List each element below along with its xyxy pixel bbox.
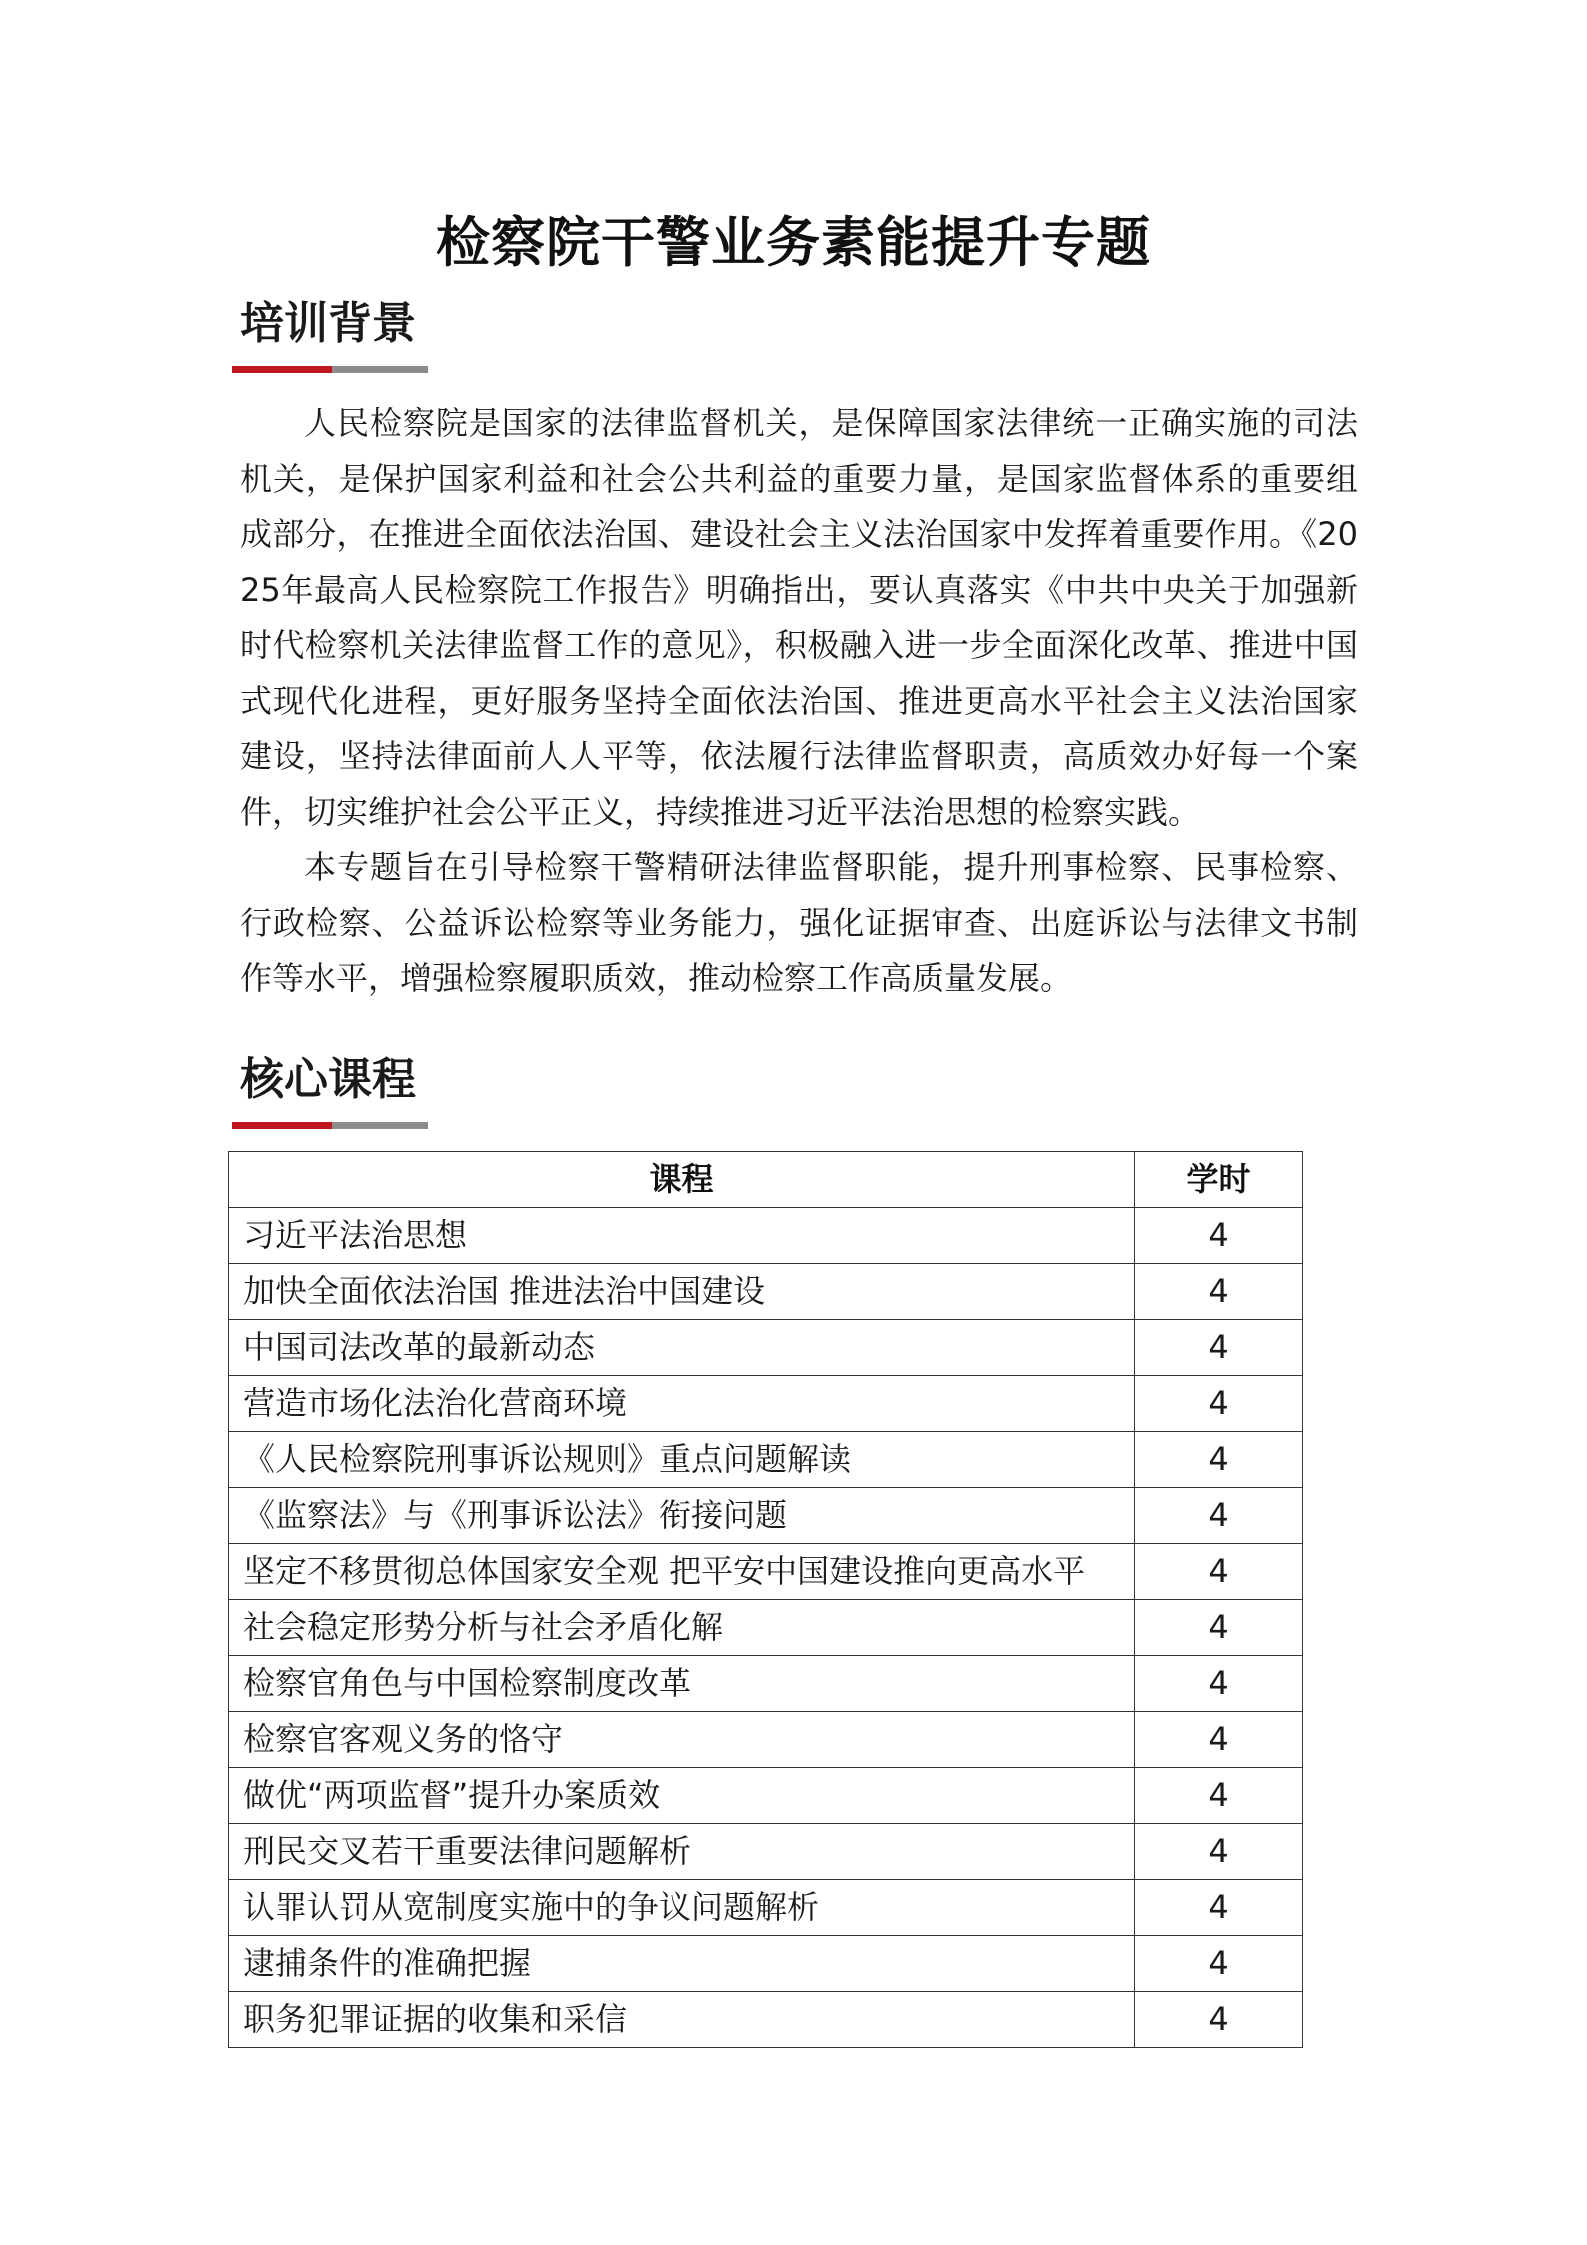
- section-heading-background: 培训背景: [240, 298, 416, 349]
- course-name-cell: 营造市场化法治化营商环境: [229, 1376, 1135, 1432]
- course-name-cell: 逮捕条件的准确把握: [229, 1936, 1135, 1992]
- course-name-cell: 加快全面依法治国 推进法治中国建设: [229, 1264, 1135, 1320]
- table-header-row: [229, 1152, 1303, 1208]
- course-name-cell: 认罪认罚从宽制度实施中的争议问题解析: [229, 1880, 1135, 1936]
- course-name-cell: 《监察法》与《刑事诉讼法》衔接问题: [229, 1488, 1135, 1544]
- course-name-cell: 检察官角色与中国检察制度改革: [229, 1656, 1135, 1712]
- table-row: [229, 1544, 1303, 1600]
- table-row: [229, 1936, 1303, 1992]
- table-row: [229, 1320, 1303, 1376]
- course-hours-cell: 4: [1135, 1488, 1303, 1544]
- course-hours-cell: 4: [1135, 1768, 1303, 1824]
- course-name-cell: 中国司法改革的最新动态: [229, 1320, 1135, 1376]
- table-row: [229, 1600, 1303, 1656]
- section-heading-courses: 核心课程: [240, 1054, 416, 1105]
- course-hours-cell: 4: [1135, 1376, 1303, 1432]
- course-hours-cell: 4: [1135, 1880, 1303, 1936]
- course-hours-cell: 4: [1135, 1600, 1303, 1656]
- background-paragraph-2: 本专题旨在引导检察干警精研法律监督职能，提升刑事检察、民事检察、行政检察、公益诉讼检察等业务能力，强化证据审查、出庭诉讼与法律文书制作等水平，增强检察履职质效，推动检察工作高质量发展。: [240, 848, 1358, 997]
- table-row: [229, 1432, 1303, 1488]
- background-paragraph-1: 人民检察院是国家的法律监督机关，是保障国家法律统一正确实施的司法机关，是保护国家利益和社会公共利益的重要力量，是国家监督体系的重要组成部分，在推进全面依法治国、建设社会主义法治国家中发挥着重要作用。《2025年最高人民检察院工作报告》明确指出，要认真落实《中共中央关于加强新时代检察机关法律监督工作的意见》，积极融入进一步全面深化改革、推进中国式现代化进程，更好服务坚持全面依法治国、推进更高水平社会主义法治国家建设，坚持法律面前人人平等，依法履行法律监督职责，高质效办好每一个案件，切实维护社会公平正义，持续推进习近平法治思想的检察实践。: [240, 404, 1358, 831]
- course-name-cell: 职务犯罪证据的收集和采信: [229, 1992, 1135, 2048]
- course-name-cell: 检察官客观义务的恪守: [229, 1712, 1135, 1768]
- course-hours-cell: 4: [1135, 1824, 1303, 1880]
- course-hours-cell: 4: [1135, 1712, 1303, 1768]
- course-hours-cell: 4: [1135, 1208, 1303, 1264]
- underline-gray-segment: [332, 1122, 428, 1129]
- course-hours-cell: 4: [1135, 1992, 1303, 2048]
- course-hours-cell: 4: [1135, 1544, 1303, 1600]
- course-name-cell: 社会稳定形势分析与社会矛盾化解: [229, 1600, 1135, 1656]
- table-row: [229, 1712, 1303, 1768]
- table-row: [229, 1656, 1303, 1712]
- course-name-cell: 坚定不移贯彻总体国家安全观 把平安中国建设推向更高水平: [229, 1544, 1135, 1600]
- underline-gray-segment: [332, 366, 428, 373]
- course-hours-cell: 4: [1135, 1656, 1303, 1712]
- page-title: 检察院干警业务素能提升专题: [436, 211, 1151, 274]
- course-hours-cell: 4: [1135, 1320, 1303, 1376]
- table-row: [229, 1824, 1303, 1880]
- underline-red-segment: [232, 1122, 332, 1129]
- table-row: [229, 1264, 1303, 1320]
- table-row: [229, 1992, 1303, 2048]
- table-row: [229, 1768, 1303, 1824]
- section-underline-courses: [232, 1122, 428, 1129]
- course-hours-cell: 4: [1135, 1432, 1303, 1488]
- background-body: [240, 396, 1358, 1007]
- course-table-body: [229, 1208, 1303, 2048]
- course-name-cell: 刑民交叉若干重要法律问题解析: [229, 1824, 1135, 1880]
- course-hours-cell: 4: [1135, 1936, 1303, 1992]
- table-row: [229, 1208, 1303, 1264]
- column-header-hours: 学时: [1135, 1152, 1303, 1208]
- course-name-cell: 习近平法治思想: [229, 1208, 1135, 1264]
- section-underline-background: [232, 366, 428, 373]
- table-row: [229, 1488, 1303, 1544]
- course-name-cell: 做优“两项监督”提升办案质效: [229, 1768, 1135, 1824]
- course-name-cell: 《人民检察院刑事诉讼规则》重点问题解读: [229, 1432, 1135, 1488]
- table-row: [229, 1376, 1303, 1432]
- table-row: [229, 1880, 1303, 1936]
- column-header-course: 课程: [229, 1152, 1135, 1208]
- course-hours-cell: 4: [1135, 1264, 1303, 1320]
- course-table: [228, 1151, 1303, 2048]
- underline-red-segment: [232, 366, 332, 373]
